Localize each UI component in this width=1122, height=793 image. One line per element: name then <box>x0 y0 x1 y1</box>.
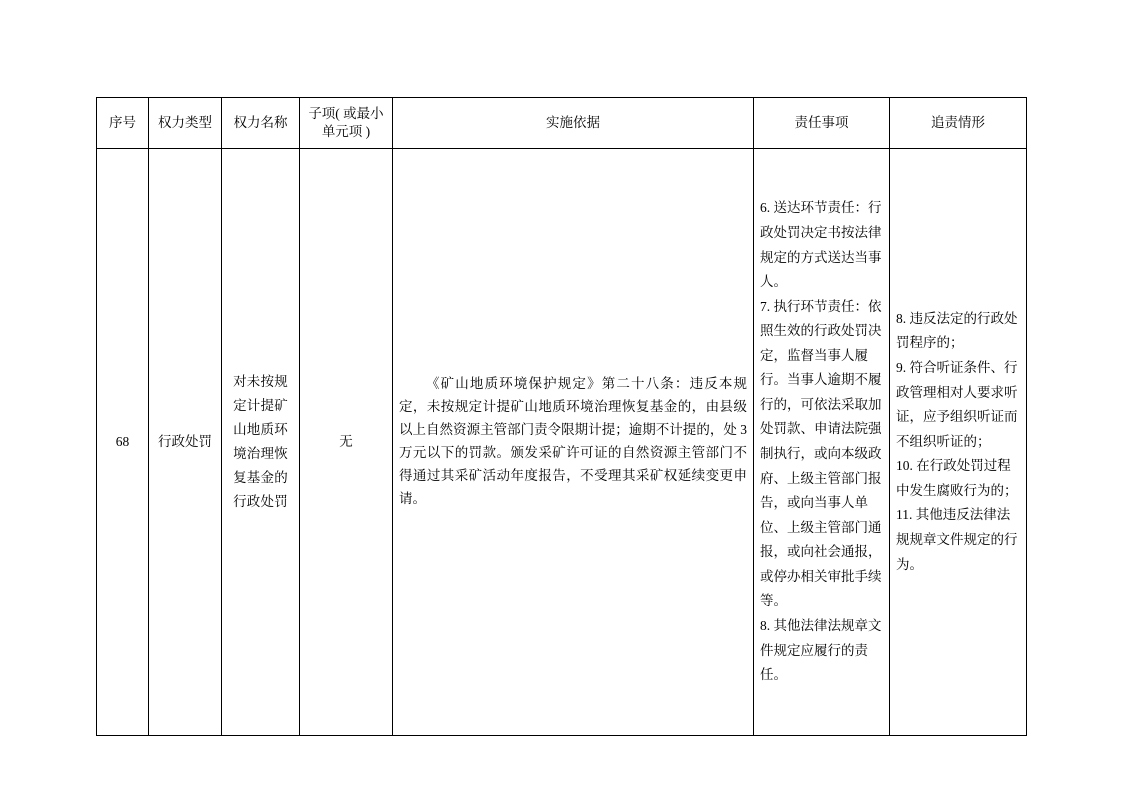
table-row <box>97 149 1027 736</box>
cell-power-type: 行政处罚 <box>149 149 222 736</box>
column-header-sub-item: 子项( 或最小单元项 ) <box>300 98 393 149</box>
power-list-table <box>96 97 1027 736</box>
column-header-power-name: 权力名称 <box>222 98 300 149</box>
column-header-duties: 责任事项 <box>754 98 890 149</box>
column-header-accountability: 追责情形 <box>890 98 1027 149</box>
accountability-item: 10. 在行政处罚过程中发生腐败行为的； <box>896 458 1018 498</box>
table-header-row <box>97 98 1027 149</box>
duty-item: 6. 送达环节责任：行政处罚决定书按法律规定的方式送达当事人。 <box>760 200 882 290</box>
column-header-seq: 序号 <box>97 98 149 149</box>
accountability-item: 9. 符合听证条件、行政管理相对人要求听证，应予组织听证而不组织听证的； <box>896 360 1018 449</box>
cell-sub-item: 无 <box>300 149 393 736</box>
cell-basis <box>393 149 754 736</box>
cell-power-name: 对未按规定计提矿山地质环境治理恢复基金的行政处罚 <box>222 149 300 736</box>
duty-item: 7. 执行环节责任：依照生效的行政处罚决定，监督当事人履行。当事人逾期不履行的，可依法采取加处罚款、申请法院强制执行，或向本级政府、上级主管部门报告，或向当事人单位、上级主管部门通报，或向社会通报，或停办相关审批手续等。 <box>760 298 882 609</box>
cell-duties <box>754 149 890 736</box>
basis-text: 《矿山地质环境保护规定》第二十八条：违反本规定，未按规定计提矿山地质环境治理恢复基金的，由县级以上自然资源主管部门责令限期计提；逾期不计提的，处 3 万元以下的罚款。颁发采矿许可证的自然资源主管部门不得通过其采矿活动年度报告，不受理其采矿权延续变更申请。 <box>399 376 747 506</box>
table-body <box>97 149 1027 736</box>
duty-item: 8. 其他法律法规章文件规定应履行的责任。 <box>760 617 882 683</box>
table-header <box>97 98 1027 149</box>
column-header-power-type: 权力类型 <box>149 98 222 149</box>
accountability-item: 8. 违反法定的行政处罚程序的； <box>896 310 1018 351</box>
column-header-basis: 实施依据 <box>393 98 754 149</box>
cell-accountability <box>890 149 1027 736</box>
accountability-item: 11. 其他违反法律法规规章文件规定的行为。 <box>896 507 1018 572</box>
cell-seq: 68 <box>97 149 149 736</box>
